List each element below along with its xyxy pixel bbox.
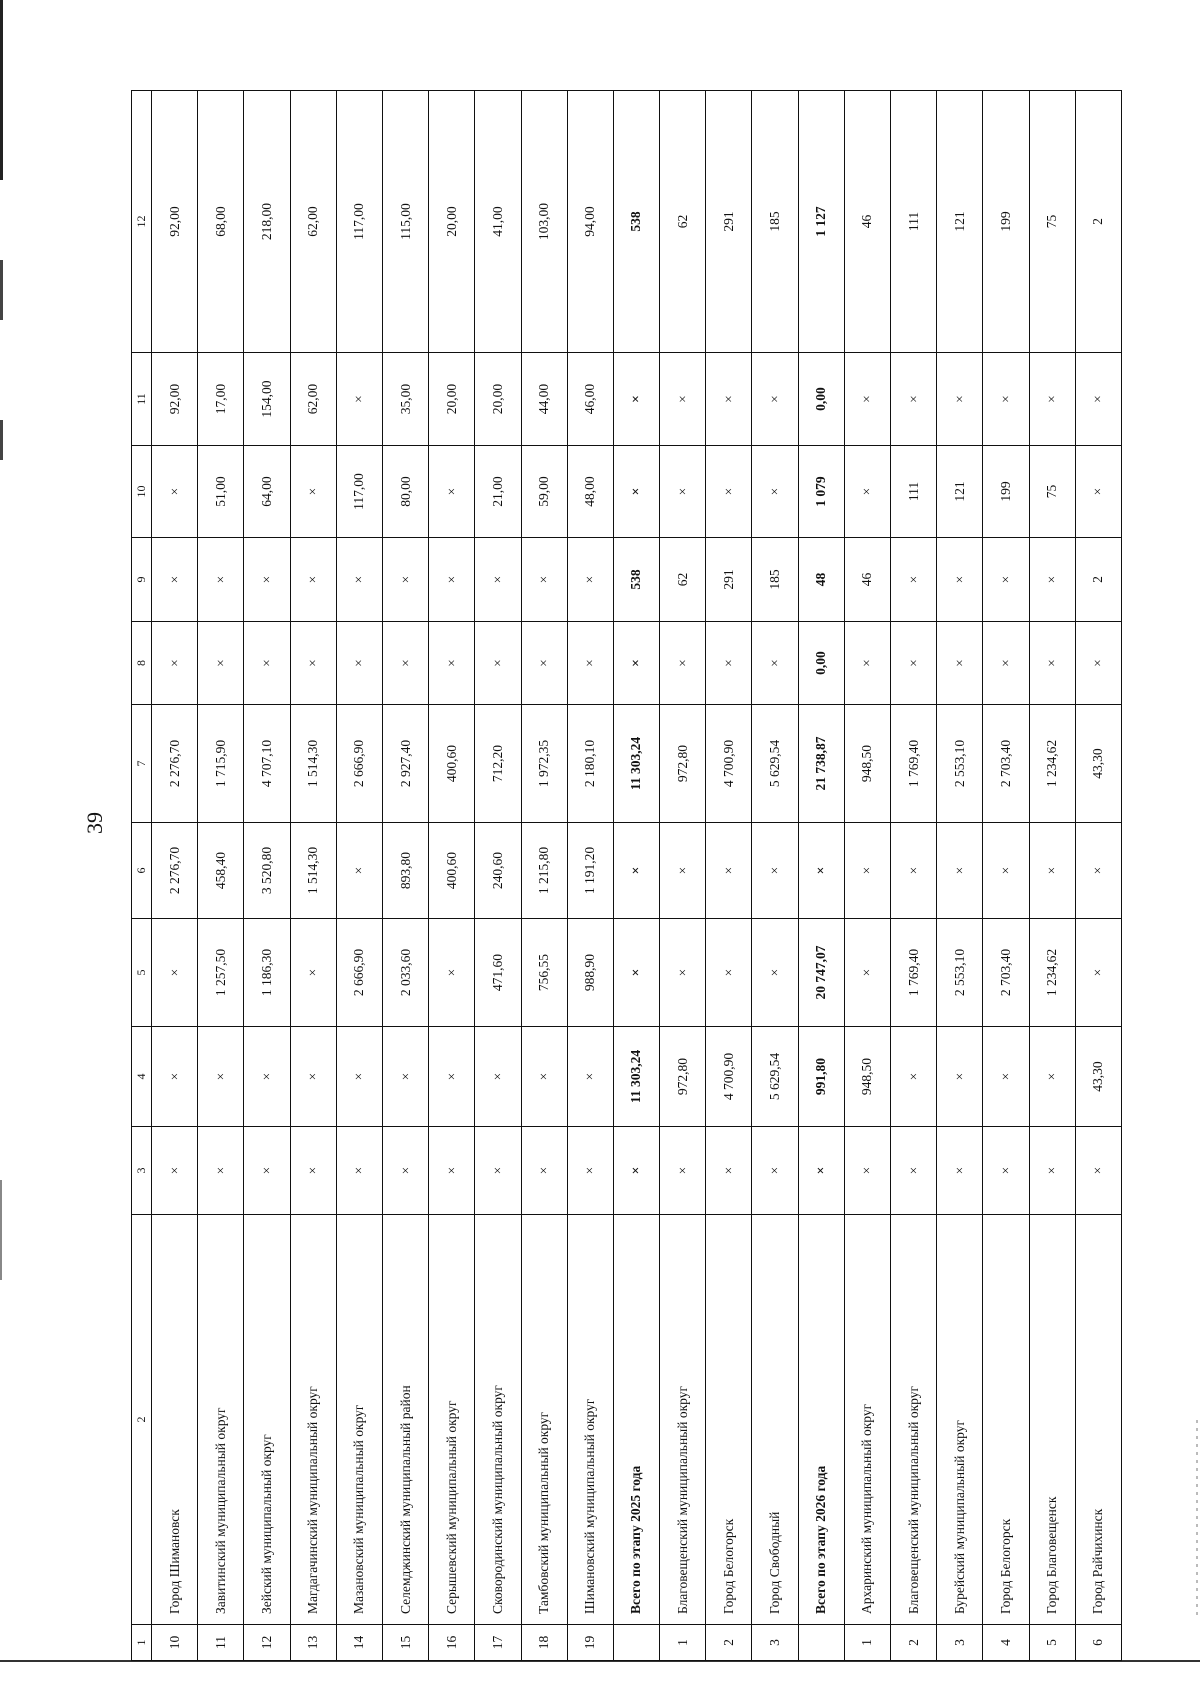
value-cell: ×	[844, 919, 890, 1027]
row-number-cell: 3	[937, 1625, 983, 1661]
value-cell: ×	[244, 622, 290, 705]
municipality-name-cell: Магдагачинский муниципальный округ	[290, 1215, 336, 1625]
value-cell: 538	[613, 91, 659, 353]
row-number-cell: 4	[983, 1625, 1029, 1661]
value-cell: 43,30	[1075, 705, 1121, 823]
value-cell: 46	[844, 91, 890, 353]
table-row	[983, 91, 1029, 1661]
municipality-name-cell: Благовещенский муниципальный округ	[891, 1215, 937, 1625]
row-number-cell: 2	[706, 1625, 752, 1661]
municipality-name-cell: Всего по этапу 2026 года	[798, 1215, 844, 1625]
value-cell: 75	[1029, 446, 1075, 538]
municipality-name-cell: Город Свободный	[752, 1215, 798, 1625]
value-cell: ×	[983, 622, 1029, 705]
table-row	[706, 91, 752, 1661]
row-number-cell: 18	[521, 1625, 567, 1661]
row-number-cell: 14	[336, 1625, 382, 1661]
value-cell: ×	[198, 622, 244, 705]
value-cell: ×	[567, 1027, 613, 1127]
value-cell: 5 629,54	[752, 705, 798, 823]
value-cell: 1 715,90	[198, 705, 244, 823]
value-cell: ×	[706, 622, 752, 705]
value-cell: ×	[706, 353, 752, 446]
value-cell: 62	[660, 538, 706, 622]
value-cell: ×	[613, 353, 659, 446]
value-cell: ×	[1029, 538, 1075, 622]
value-cell: ×	[152, 1127, 198, 1215]
value-cell: ×	[752, 823, 798, 919]
value-cell: ×	[1075, 919, 1121, 1027]
row-number-cell: 10	[152, 1625, 198, 1661]
value-cell: ×	[891, 622, 937, 705]
value-cell: 291	[706, 538, 752, 622]
value-cell: 1 234,62	[1029, 919, 1075, 1027]
table-rotation-frame	[131, 91, 1200, 1661]
value-cell: 0,00	[798, 353, 844, 446]
row-number-cell: 15	[382, 1625, 428, 1661]
value-cell: 68,00	[198, 91, 244, 353]
table-row	[198, 91, 244, 1661]
value-cell: 48,00	[567, 446, 613, 538]
value-cell: ×	[198, 1127, 244, 1215]
row-number-cell: 19	[567, 1625, 613, 1661]
value-cell: 1 514,30	[290, 823, 336, 919]
value-cell: ×	[198, 538, 244, 622]
value-cell: 1 972,35	[521, 705, 567, 823]
value-cell: 80,00	[382, 446, 428, 538]
table-row	[891, 91, 937, 1661]
value-cell: 2 276,70	[152, 823, 198, 919]
value-cell: ×	[521, 538, 567, 622]
table-row	[1029, 91, 1075, 1661]
value-cell: ×	[429, 446, 475, 538]
value-cell: ×	[336, 538, 382, 622]
value-cell: ×	[706, 446, 752, 538]
municipality-name-cell: Город Райчихинск	[1075, 1215, 1121, 1625]
value-cell: ×	[752, 622, 798, 705]
value-cell: ×	[290, 1027, 336, 1127]
value-cell: ×	[382, 622, 428, 705]
value-cell: ×	[660, 919, 706, 1027]
value-cell: ×	[844, 1127, 890, 1215]
value-cell: ×	[937, 1027, 983, 1127]
value-cell: 11 303,24	[613, 1027, 659, 1127]
value-cell: 1 215,80	[521, 823, 567, 919]
municipality-name-cell: Серышевский муниципальный округ	[429, 1215, 475, 1625]
value-cell: ×	[891, 823, 937, 919]
value-cell: ×	[937, 1127, 983, 1215]
value-cell: ×	[244, 1027, 290, 1127]
value-cell: 115,00	[382, 91, 428, 353]
value-cell: ×	[983, 1127, 1029, 1215]
value-cell: ×	[613, 919, 659, 1027]
column-number-cell: 8	[132, 622, 152, 705]
value-cell: 1 079	[798, 446, 844, 538]
value-cell: ×	[244, 538, 290, 622]
value-cell: ×	[290, 919, 336, 1027]
value-cell: 20,00	[475, 353, 521, 446]
value-cell: 43,30	[1075, 1027, 1121, 1127]
value-cell: ×	[752, 919, 798, 1027]
value-cell: ×	[1029, 823, 1075, 919]
value-cell: ×	[152, 919, 198, 1027]
value-cell: 94,00	[567, 91, 613, 353]
value-cell: 2 703,40	[983, 705, 1029, 823]
value-cell: ×	[937, 622, 983, 705]
value-cell: ×	[798, 1127, 844, 1215]
value-cell: 4 707,10	[244, 705, 290, 823]
value-cell: 4 700,90	[706, 1027, 752, 1127]
value-cell: ×	[429, 622, 475, 705]
value-cell: ×	[567, 622, 613, 705]
table-rotated-content	[131, 91, 1200, 1661]
value-cell: ×	[844, 823, 890, 919]
value-cell: 111	[891, 446, 937, 538]
column-number-cell: 6	[132, 823, 152, 919]
value-cell: ×	[660, 353, 706, 446]
value-cell: ×	[475, 538, 521, 622]
table-row	[382, 91, 428, 1661]
value-cell: 2 033,60	[382, 919, 428, 1027]
value-cell: ×	[983, 353, 1029, 446]
value-cell: ×	[706, 823, 752, 919]
value-cell: 48	[798, 538, 844, 622]
row-number-cell: 11	[198, 1625, 244, 1661]
municipality-name-cell: Город Благовещенск	[1029, 1215, 1075, 1625]
value-cell: ×	[983, 538, 1029, 622]
value-cell: ×	[1029, 1027, 1075, 1127]
table-total-row	[613, 91, 659, 1661]
value-cell: 2 666,90	[336, 919, 382, 1027]
value-cell: ×	[152, 622, 198, 705]
value-cell: 62	[660, 91, 706, 353]
municipality-name-cell: Мазановский муниципальный округ	[336, 1215, 382, 1625]
value-cell: 756,55	[521, 919, 567, 1027]
value-cell: 2	[1075, 538, 1121, 622]
value-cell: 154,00	[244, 353, 290, 446]
value-cell: ×	[798, 823, 844, 919]
value-cell: 893,80	[382, 823, 428, 919]
municipality-name-cell: Город Белогорск	[983, 1215, 1029, 1625]
value-cell: 35,00	[382, 353, 428, 446]
municipality-name-cell: Зейский муниципальный округ	[244, 1215, 290, 1625]
value-cell: ×	[290, 622, 336, 705]
value-cell: ×	[937, 353, 983, 446]
municipality-name-cell: Шимановский муниципальный округ	[567, 1215, 613, 1625]
value-cell: 5 629,54	[752, 1027, 798, 1127]
value-cell: 2 553,10	[937, 705, 983, 823]
value-cell: ×	[290, 1127, 336, 1215]
value-cell: ×	[752, 1127, 798, 1215]
column-number-cell: 4	[132, 1027, 152, 1127]
value-cell: ×	[613, 823, 659, 919]
register-table	[131, 90, 1122, 1661]
table-row	[429, 91, 475, 1661]
row-number-cell: 1	[660, 1625, 706, 1661]
value-cell: 75	[1029, 91, 1075, 353]
table-total-row	[798, 91, 844, 1661]
scan-left-mark	[0, 260, 3, 320]
value-cell: 218,00	[244, 91, 290, 353]
column-number-cell: 9	[132, 538, 152, 622]
value-cell: ×	[613, 446, 659, 538]
row-number-cell: 17	[475, 1625, 521, 1661]
value-cell: 972,80	[660, 705, 706, 823]
value-cell: ×	[382, 538, 428, 622]
value-cell: 988,90	[567, 919, 613, 1027]
value-cell: 240,60	[475, 823, 521, 919]
value-cell: 1 234,62	[1029, 705, 1075, 823]
value-cell: 199	[983, 91, 1029, 353]
value-cell: ×	[1075, 353, 1121, 446]
value-cell: ×	[336, 1127, 382, 1215]
value-cell: ×	[290, 446, 336, 538]
value-cell: ×	[1029, 622, 1075, 705]
column-number-cell: 3	[132, 1127, 152, 1215]
table-row	[937, 91, 983, 1661]
value-cell: 92,00	[152, 91, 198, 353]
value-cell: 117,00	[336, 446, 382, 538]
value-cell: ×	[336, 1027, 382, 1127]
column-number-cell: 2	[132, 1215, 152, 1625]
value-cell: ×	[429, 1027, 475, 1127]
table-row	[290, 91, 336, 1661]
value-cell: ×	[429, 919, 475, 1027]
municipality-name-cell: Всего по этапу 2025 года	[613, 1215, 659, 1625]
value-cell: ×	[844, 353, 890, 446]
value-cell: 1 514,30	[290, 705, 336, 823]
column-number-row	[132, 91, 152, 1661]
value-cell: 21,00	[475, 446, 521, 538]
value-cell: 111	[891, 91, 937, 353]
value-cell: 185	[752, 91, 798, 353]
row-number-cell: 5	[1029, 1625, 1075, 1661]
value-cell: 185	[752, 538, 798, 622]
value-cell: 59,00	[521, 446, 567, 538]
table-row	[152, 91, 198, 1661]
column-number-cell: 12	[132, 91, 152, 353]
value-cell: 20 747,07	[798, 919, 844, 1027]
value-cell: ×	[475, 622, 521, 705]
value-cell: ×	[244, 1127, 290, 1215]
value-cell: ×	[660, 622, 706, 705]
table-row	[844, 91, 890, 1661]
municipality-name-cell: Селемджинский муниципальный район	[382, 1215, 428, 1625]
row-number-cell: 2	[891, 1625, 937, 1661]
value-cell: 64,00	[244, 446, 290, 538]
municipality-name-cell: Город Белогорск	[706, 1215, 752, 1625]
value-cell: ×	[429, 538, 475, 622]
value-cell: 4 700,90	[706, 705, 752, 823]
value-cell: 948,50	[844, 1027, 890, 1127]
value-cell: 21 738,87	[798, 705, 844, 823]
table-row	[660, 91, 706, 1661]
municipality-name-cell: Бурейский муниципальный округ	[937, 1215, 983, 1625]
value-cell: 2 276,70	[152, 705, 198, 823]
municipality-name-cell: Сковородинский муниципальный округ	[475, 1215, 521, 1625]
value-cell: ×	[983, 823, 1029, 919]
table-row	[1075, 91, 1121, 1661]
value-cell: ×	[937, 538, 983, 622]
municipality-name-cell: Тамбовский муниципальный округ	[521, 1215, 567, 1625]
value-cell: ×	[382, 1027, 428, 1127]
column-number-cell: 7	[132, 705, 152, 823]
value-cell: 1 127	[798, 91, 844, 353]
value-cell: ×	[613, 622, 659, 705]
municipality-name-cell: Завитинский муниципальный округ	[198, 1215, 244, 1625]
scan-left-mark	[0, 1180, 2, 1280]
value-cell: 3 520,80	[244, 823, 290, 919]
value-cell: 92,00	[152, 353, 198, 446]
row-number-cell: 3	[752, 1625, 798, 1661]
value-cell: 103,00	[521, 91, 567, 353]
value-cell: ×	[844, 622, 890, 705]
value-cell: ×	[567, 1127, 613, 1215]
value-cell: 1 769,40	[891, 919, 937, 1027]
value-cell: 46,00	[567, 353, 613, 446]
table-row	[521, 91, 567, 1661]
value-cell: 291	[706, 91, 752, 353]
value-cell: 0,00	[798, 622, 844, 705]
value-cell: ×	[336, 622, 382, 705]
row-number-cell: 12	[244, 1625, 290, 1661]
value-cell: ×	[475, 1127, 521, 1215]
value-cell: ×	[937, 823, 983, 919]
row-number-cell: 13	[290, 1625, 336, 1661]
value-cell: 46	[844, 538, 890, 622]
value-cell: ×	[891, 1127, 937, 1215]
municipality-name-cell: Архаринский муниципальный округ	[844, 1215, 890, 1625]
value-cell: ×	[660, 1127, 706, 1215]
column-number-cell: 10	[132, 446, 152, 538]
value-cell: 51,00	[198, 446, 244, 538]
value-cell: ×	[152, 446, 198, 538]
value-cell: 62,00	[290, 353, 336, 446]
value-cell: ×	[1075, 823, 1121, 919]
value-cell: 538	[613, 538, 659, 622]
value-cell: ×	[336, 353, 382, 446]
value-cell: 1 186,30	[244, 919, 290, 1027]
value-cell: ×	[1075, 622, 1121, 705]
row-number-cell	[798, 1625, 844, 1661]
table-row	[244, 91, 290, 1661]
page-number: 39	[82, 812, 107, 834]
value-cell: 199	[983, 446, 1029, 538]
value-cell: 44,00	[521, 353, 567, 446]
value-cell: ×	[198, 1027, 244, 1127]
value-cell: ×	[706, 919, 752, 1027]
value-cell: 2 180,10	[567, 705, 613, 823]
value-cell: 991,80	[798, 1027, 844, 1127]
value-cell: 458,40	[198, 823, 244, 919]
value-cell: ×	[613, 1127, 659, 1215]
row-number-cell: 16	[429, 1625, 475, 1661]
value-cell: 400,60	[429, 823, 475, 919]
value-cell: ×	[1029, 1127, 1075, 1215]
value-cell: 121	[937, 91, 983, 353]
value-cell: ×	[1029, 353, 1075, 446]
value-cell: ×	[521, 1127, 567, 1215]
value-cell: 20,00	[429, 91, 475, 353]
value-cell: ×	[1075, 1127, 1121, 1215]
municipality-name-cell: Город Шимановск	[152, 1215, 198, 1625]
value-cell: ×	[382, 1127, 428, 1215]
value-cell: 1 769,40	[891, 705, 937, 823]
row-number-cell: 6	[1075, 1625, 1121, 1661]
row-number-cell: 1	[844, 1625, 890, 1661]
value-cell: 62,00	[290, 91, 336, 353]
value-cell: 11 303,24	[613, 705, 659, 823]
value-cell: 2 703,40	[983, 919, 1029, 1027]
column-number-cell: 11	[132, 353, 152, 446]
value-cell: ×	[152, 1027, 198, 1127]
table-row	[475, 91, 521, 1661]
table-row	[336, 91, 382, 1661]
scan-left-edge	[0, 0, 3, 180]
column-number-cell: 1	[132, 1625, 152, 1661]
value-cell: 400,60	[429, 705, 475, 823]
value-cell: ×	[429, 1127, 475, 1215]
value-cell: ×	[521, 1027, 567, 1127]
register-table-body	[132, 91, 1122, 1661]
value-cell: ×	[521, 622, 567, 705]
value-cell: ×	[844, 446, 890, 538]
value-cell: ×	[983, 1027, 1029, 1127]
table-row	[567, 91, 613, 1661]
value-cell: ×	[290, 538, 336, 622]
value-cell: 17,00	[198, 353, 244, 446]
value-cell: ×	[891, 1027, 937, 1127]
value-cell: ×	[475, 1027, 521, 1127]
value-cell: ×	[891, 538, 937, 622]
value-cell: 1 191,20	[567, 823, 613, 919]
value-cell: ×	[1075, 446, 1121, 538]
value-cell: ×	[752, 446, 798, 538]
value-cell: ×	[567, 538, 613, 622]
value-cell: 948,50	[844, 705, 890, 823]
value-cell: 2	[1075, 91, 1121, 353]
value-cell: 121	[937, 446, 983, 538]
table-row	[752, 91, 798, 1661]
value-cell: 2 666,90	[336, 705, 382, 823]
value-cell: 972,80	[660, 1027, 706, 1127]
value-cell: 20,00	[429, 353, 475, 446]
value-cell: 712,20	[475, 705, 521, 823]
value-cell: 117,00	[336, 91, 382, 353]
scan-left-mark	[0, 420, 3, 460]
value-cell: ×	[891, 353, 937, 446]
value-cell: 41,00	[475, 91, 521, 353]
value-cell: 2 927,40	[382, 705, 428, 823]
row-number-cell	[613, 1625, 659, 1661]
value-cell: 471,60	[475, 919, 521, 1027]
value-cell: ×	[152, 538, 198, 622]
column-number-cell: 5	[132, 919, 152, 1027]
municipality-name-cell: Благовещенский муниципальный округ	[660, 1215, 706, 1625]
value-cell: ×	[336, 823, 382, 919]
value-cell: 2 553,10	[937, 919, 983, 1027]
value-cell: ×	[660, 823, 706, 919]
value-cell: ×	[752, 353, 798, 446]
value-cell: ×	[660, 446, 706, 538]
value-cell: ×	[706, 1127, 752, 1215]
value-cell: 1 257,50	[198, 919, 244, 1027]
